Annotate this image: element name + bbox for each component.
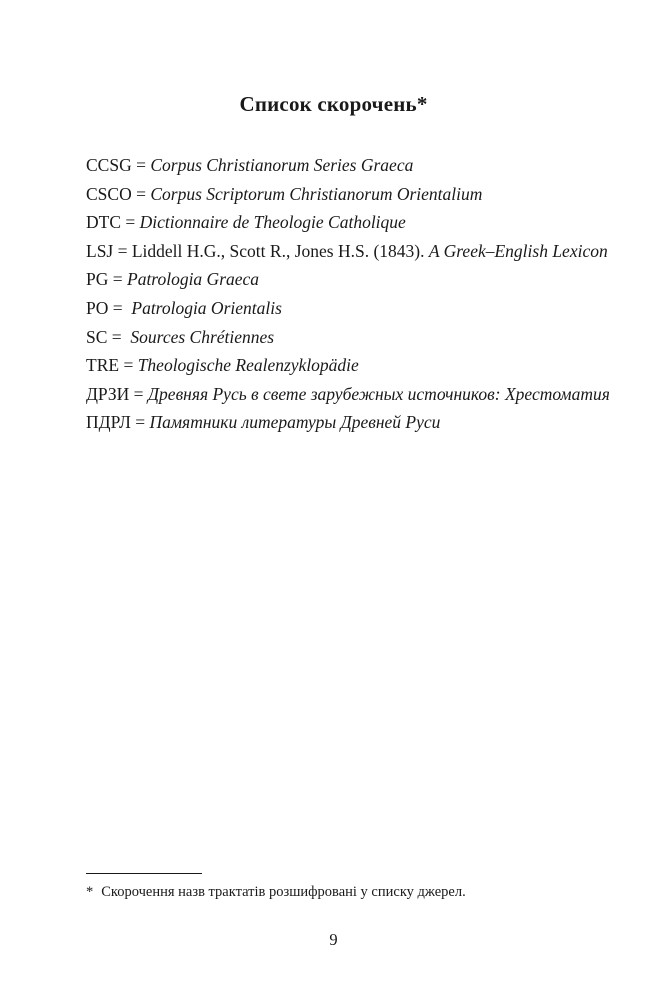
equals-sign: = (129, 383, 148, 404)
page-number: 9 (329, 930, 338, 949)
abbreviation-key: PO (86, 297, 109, 318)
abbreviation-expansion: Theologische Realenzyklopädie (137, 355, 359, 376)
equals-sign: = (131, 183, 151, 204)
abbreviation-entry (86, 380, 646, 409)
footnote-text: Скорочення назв трактатів розшифровані у списку джерел. (101, 884, 466, 900)
abbreviation-key: CCSG (86, 155, 132, 175)
abbreviation-key: ПДРЛ (86, 412, 131, 433)
abbreviation-plain-text: Liddell H.G., Scott R., Jones H.S. (1843). (131, 240, 429, 261)
abbreviation-expansion: Patrologia Graeca (127, 269, 260, 290)
abbreviation-expansion: Dictionnaire de Theologie Catholique (139, 212, 406, 233)
page-title: Список скорочень* (239, 92, 428, 116)
abbreviation-expansion: Patrologia Orientalis (131, 297, 282, 318)
equals-sign: = (131, 155, 151, 175)
footnote-asterisk: * (86, 884, 94, 900)
equals-sign: = (108, 269, 127, 290)
equals-sign: = (108, 297, 132, 318)
abbreviation-entry (86, 265, 646, 294)
abbreviation-entry (86, 294, 646, 323)
abbreviation-entry (86, 151, 646, 180)
abbreviation-entry (86, 180, 646, 209)
abbreviation-entry (86, 323, 646, 352)
abbreviation-key: SC (86, 326, 108, 347)
abbreviation-expansion: Памятники литературы Древней Руси (149, 412, 441, 433)
abbreviation-entry (86, 408, 646, 437)
abbreviation-entry (86, 237, 646, 266)
abbreviation-expansion: Древняя Русь в свете зарубежных источников: Хрестоматия (147, 383, 610, 404)
abbreviation-key: CSCO (86, 183, 132, 204)
abbreviation-expansion: Corpus Scriptorum Christianorum Orientalium (150, 183, 483, 204)
abbreviation-list (86, 151, 646, 437)
equals-sign: = (113, 240, 132, 261)
abbreviation-key: ДРЗИ (86, 383, 130, 404)
equals-sign: = (130, 412, 150, 433)
abbreviation-expansion: Corpus Christianorum Series Graeca (150, 155, 414, 175)
footnote-divider (86, 873, 202, 874)
abbreviation-key: DTC (86, 212, 121, 233)
abbreviation-expansion: Sources Chrétiennes (130, 326, 275, 347)
equals-sign: = (107, 326, 131, 347)
abbreviation-entry (86, 351, 646, 380)
abbreviation-key: TRE (86, 355, 120, 376)
abbreviation-entry (86, 208, 646, 237)
footnote (86, 884, 466, 901)
abbreviation-expansion: A Greek–English Lexicon (428, 240, 608, 261)
abbreviation-key: LSJ (86, 240, 114, 261)
equals-sign: = (121, 212, 140, 233)
equals-sign: = (119, 355, 138, 376)
abbreviation-key: PG (86, 269, 109, 290)
